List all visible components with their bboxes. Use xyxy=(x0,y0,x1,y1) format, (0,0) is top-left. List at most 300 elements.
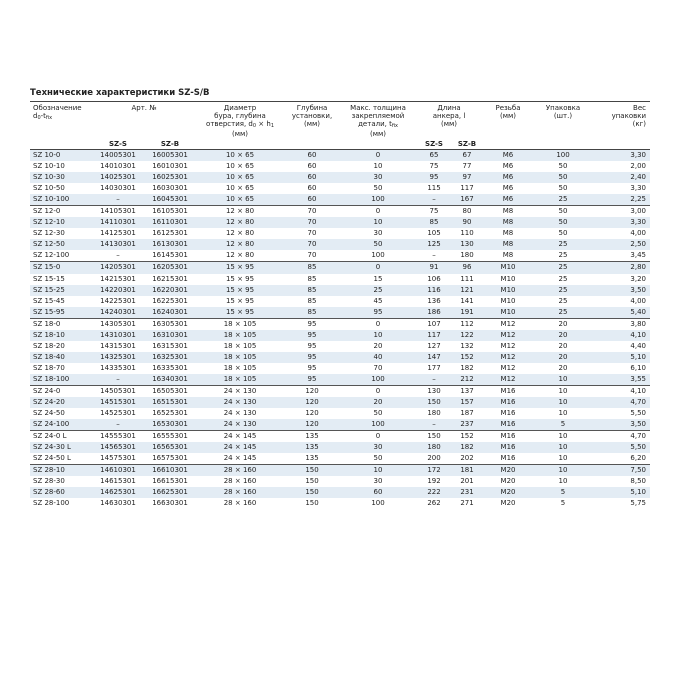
cell-length-sz-s: 105 xyxy=(427,229,441,238)
table-row xyxy=(30,487,650,498)
cell-art-sz-s: 14110301 xyxy=(92,217,144,228)
cell-length-sz-s: – xyxy=(432,251,436,260)
cell-designation: SZ 15-45 xyxy=(33,296,65,305)
cell-art-sz-b: 16505301 xyxy=(144,385,196,397)
cell-designation: SZ 18-10 xyxy=(30,330,92,341)
cell-pack: 25 xyxy=(534,307,592,319)
cell-drill: 12 × 80 xyxy=(196,206,284,218)
cell-pack: 50 xyxy=(558,184,568,193)
cell-art-sz-b: 16525301 xyxy=(152,409,188,418)
table-row xyxy=(30,183,650,194)
cell-thread: M10 xyxy=(482,307,534,319)
cell-clamp: 20 xyxy=(340,397,416,408)
cell-designation: SZ 28-60 xyxy=(30,487,92,498)
table-row xyxy=(30,442,650,453)
cell-drill: 10 × 65 xyxy=(196,194,284,206)
cell-weight: 4,00 xyxy=(630,229,647,238)
cell-length-sz-b: 77 xyxy=(462,162,472,171)
cell-art-sz-b: 16240301 xyxy=(144,307,196,319)
cell-weight: 6,20 xyxy=(630,454,647,463)
cell-art-sz-s: 14105301 xyxy=(92,206,144,218)
table-row xyxy=(30,217,650,228)
cell-pack: 10 xyxy=(534,374,592,386)
cell-length-sz-s: 186 xyxy=(416,307,452,319)
cell-designation: SZ 10-10 xyxy=(33,162,65,171)
cell-weight: 2,80 xyxy=(592,262,650,274)
cell-art-sz-s: – xyxy=(116,251,120,260)
cell-length-sz-b: 110 xyxy=(460,229,474,238)
cell-length-sz-s: 177 xyxy=(427,363,441,372)
cell-drill: 12 × 80 xyxy=(196,239,284,250)
cell-drill: 15 × 95 xyxy=(196,307,284,319)
header-designation: Обозначение $d_0-t_{fix}$ xyxy=(33,104,82,121)
table-row xyxy=(30,194,650,206)
cell-thread: M16 xyxy=(482,419,534,431)
cell-depth: 95 xyxy=(284,352,340,363)
cell-thread: M20 xyxy=(500,477,516,486)
cell-length-sz-s: 95 xyxy=(416,172,452,183)
cell-depth: 85 xyxy=(284,307,340,319)
cell-drill: 15 × 95 xyxy=(196,262,284,274)
table-row xyxy=(30,206,650,218)
cell-depth: 135 xyxy=(284,442,340,453)
cell-art-sz-s: 14205301 xyxy=(92,262,144,274)
cell-art-sz-b: 16030301 xyxy=(152,184,188,193)
cell-depth: 120 xyxy=(284,397,340,408)
cell-designation: SZ 18-70 xyxy=(33,363,65,372)
cell-depth: 60 xyxy=(284,194,340,206)
cell-art-sz-s: 14240301 xyxy=(92,307,144,319)
cell-designation: SZ 12-0 xyxy=(30,206,92,218)
cell-art-sz-s: 14615301 xyxy=(100,477,136,486)
cell-pack: 25 xyxy=(558,274,568,283)
cell-length-sz-b: 111 xyxy=(460,274,474,283)
cell-pack: 50 xyxy=(534,172,592,183)
cell-clamp: 0 xyxy=(340,150,416,162)
cell-thread: M20 xyxy=(500,499,516,508)
cell-weight: 7,50 xyxy=(592,465,650,477)
cell-length-sz-b: 180 xyxy=(460,251,474,260)
table-row xyxy=(30,341,650,352)
cell-weight: 4,10 xyxy=(592,385,650,397)
cell-weight: 5,50 xyxy=(592,442,650,453)
cell-weight: 4,70 xyxy=(592,397,650,408)
cell-art-sz-s: 14565301 xyxy=(92,442,144,453)
cell-length-sz-b: 212 xyxy=(452,374,482,386)
cell-art-sz-b: 16305301 xyxy=(144,318,196,330)
header-art: Арт. № xyxy=(131,104,157,112)
table-body xyxy=(30,150,650,510)
cell-pack: 20 xyxy=(534,330,592,341)
cell-art-sz-b: 16205301 xyxy=(144,262,196,274)
cell-length-sz-b: 141 xyxy=(460,296,474,305)
table-row xyxy=(30,262,650,274)
cell-drill: 10 × 65 xyxy=(196,150,284,162)
cell-designation: SZ 12-30 xyxy=(33,229,65,238)
cell-pack: 20 xyxy=(558,363,568,372)
cell-clamp: 0 xyxy=(340,385,416,397)
cell-clamp: 50 xyxy=(373,454,383,463)
cell-thread: M16 xyxy=(500,454,516,463)
cell-drill: 18 × 105 xyxy=(223,363,257,372)
cell-thread: M6 xyxy=(482,150,534,162)
subheader-sz-b: SZ-B xyxy=(144,138,196,150)
cell-length-sz-s: 116 xyxy=(416,285,452,296)
header-thread: Резьба (мм) xyxy=(495,104,521,120)
cell-designation: SZ 28-10 xyxy=(30,465,92,477)
cell-depth: 150 xyxy=(284,465,340,477)
cell-clamp: 95 xyxy=(340,307,416,319)
cell-length-sz-s: 75 xyxy=(416,206,452,218)
cell-art-sz-s: – xyxy=(92,419,144,431)
cell-thread: M8 xyxy=(502,251,514,260)
cell-depth: 60 xyxy=(284,150,340,162)
cell-designation: SZ 24-100 xyxy=(30,419,92,431)
cell-drill: 12 × 80 xyxy=(196,217,284,228)
cell-designation: SZ 18-40 xyxy=(30,352,92,363)
cell-clamp: 10 xyxy=(373,162,383,171)
cell-drill: 24 × 130 xyxy=(196,419,284,431)
cell-pack: 50 xyxy=(534,217,592,228)
cell-weight: 3,55 xyxy=(592,374,650,386)
cell-designation: SZ 10-0 xyxy=(30,150,92,162)
cell-thread: M12 xyxy=(482,352,534,363)
cell-art-sz-s: – xyxy=(92,194,144,206)
cell-pack: 10 xyxy=(534,442,592,453)
header-length: Длина анкера, l (мм) xyxy=(432,104,466,128)
cell-weight: 6,10 xyxy=(630,363,647,372)
cell-art-sz-s: 14625301 xyxy=(92,487,144,498)
cell-weight: 4,70 xyxy=(592,431,650,443)
cell-length-sz-s: 65 xyxy=(416,150,452,162)
cell-art-sz-b: 16045301 xyxy=(144,194,196,206)
cell-length-sz-b: 202 xyxy=(460,454,474,463)
cell-thread: M12 xyxy=(500,363,516,372)
cell-art-sz-s: 14525301 xyxy=(100,409,136,418)
cell-depth: 120 xyxy=(305,409,319,418)
cell-clamp: 0 xyxy=(340,206,416,218)
cell-length-sz-b: 80 xyxy=(452,206,482,218)
cell-art-sz-s: 14030301 xyxy=(100,184,136,193)
cell-art-sz-b: 16625301 xyxy=(144,487,196,498)
cell-length-sz-s: 75 xyxy=(429,162,439,171)
cell-depth: 70 xyxy=(307,251,317,260)
table-row xyxy=(30,228,650,239)
cell-designation: SZ 24-50 xyxy=(33,409,65,418)
cell-art-sz-s: 14610301 xyxy=(92,465,144,477)
cell-art-sz-b: 16555301 xyxy=(144,431,196,443)
cell-thread: M20 xyxy=(482,465,534,477)
cell-depth: 85 xyxy=(284,285,340,296)
cell-pack: 20 xyxy=(558,341,568,350)
cell-length-sz-s: 136 xyxy=(427,296,441,305)
cell-weight: 2,00 xyxy=(630,162,647,171)
cell-weight: 3,45 xyxy=(630,251,647,260)
cell-drill: 10 × 65 xyxy=(196,172,284,183)
cell-depth: 95 xyxy=(284,374,340,386)
cell-pack: 20 xyxy=(534,352,592,363)
cell-length-sz-s: 180 xyxy=(416,442,452,453)
cell-length-sz-b: 231 xyxy=(452,487,482,498)
spec-table-container xyxy=(30,88,650,510)
cell-length-sz-b: 182 xyxy=(460,363,474,372)
cell-drill: 15 × 95 xyxy=(225,296,255,305)
cell-art-sz-b: 16335301 xyxy=(152,363,188,372)
cell-thread: M16 xyxy=(482,431,534,443)
cell-thread: M12 xyxy=(482,318,534,330)
cell-clamp: 50 xyxy=(373,409,383,418)
cell-length-sz-b: 96 xyxy=(452,262,482,274)
table-row xyxy=(30,352,650,363)
cell-length-sz-b: 271 xyxy=(460,499,474,508)
cell-pack: 25 xyxy=(558,296,568,305)
cell-depth: 60 xyxy=(307,184,317,193)
cell-art-sz-s: 14555301 xyxy=(92,431,144,443)
table-row xyxy=(30,318,650,330)
cell-drill: 15 × 95 xyxy=(196,285,284,296)
cell-length-sz-b: 90 xyxy=(452,217,482,228)
cell-length-sz-s: 150 xyxy=(416,397,452,408)
cell-length-sz-s: 150 xyxy=(416,431,452,443)
cell-drill: 10 × 65 xyxy=(225,162,255,171)
cell-designation: SZ 15-95 xyxy=(30,307,92,319)
cell-length-sz-s: 200 xyxy=(427,454,441,463)
table-title: Технические характеристики SZ-S/B xyxy=(30,88,650,102)
header-drill: Диаметр бура, глубина отверстия, $d_0 \times h_1$ (мм) xyxy=(206,104,274,138)
cell-length-sz-s: 125 xyxy=(416,239,452,250)
cell-thread: M6 xyxy=(502,162,514,171)
cell-designation: SZ 12-10 xyxy=(30,217,92,228)
cell-length-sz-b: 130 xyxy=(452,239,482,250)
cell-thread: M6 xyxy=(482,172,534,183)
cell-length-sz-s: – xyxy=(416,194,452,206)
cell-art-sz-s: 14130301 xyxy=(92,239,144,250)
cell-art-sz-s: 14505301 xyxy=(92,385,144,397)
table-row xyxy=(30,431,650,443)
cell-clamp: 30 xyxy=(373,229,383,238)
cell-length-sz-s: 106 xyxy=(427,274,441,283)
cell-designation: SZ 24-50 L xyxy=(33,454,71,463)
cell-weight: 2,50 xyxy=(592,239,650,250)
cell-art-sz-b: 16315301 xyxy=(152,341,188,350)
cell-art-sz-b: 16340301 xyxy=(144,374,196,386)
cell-depth: 85 xyxy=(307,274,317,283)
cell-weight: 4,40 xyxy=(630,341,647,350)
cell-weight: 3,50 xyxy=(592,285,650,296)
cell-length-sz-s: 115 xyxy=(427,184,441,193)
cell-thread: M12 xyxy=(482,330,534,341)
cell-length-sz-b: 132 xyxy=(460,341,474,350)
cell-art-sz-b: 16565301 xyxy=(144,442,196,453)
cell-art-sz-b: 16530301 xyxy=(144,419,196,431)
cell-art-sz-b: 16130301 xyxy=(144,239,196,250)
cell-art-sz-b: 16630301 xyxy=(152,499,188,508)
table-row xyxy=(30,476,650,487)
table-row xyxy=(30,296,650,307)
cell-length-sz-s: 91 xyxy=(416,262,452,274)
cell-depth: 95 xyxy=(284,318,340,330)
cell-designation: SZ 24-0 xyxy=(30,385,92,397)
header-clamp: Макс. толщина закрепляемой детали, $t_{fix}$ (мм) xyxy=(350,104,406,138)
table-row xyxy=(30,397,650,408)
cell-weight: 5,10 xyxy=(592,352,650,363)
subheader-length-sz-s: SZ-S xyxy=(416,138,452,150)
cell-depth: 135 xyxy=(305,454,319,463)
cell-pack: 5 xyxy=(560,499,566,508)
cell-designation: SZ 12-100 xyxy=(33,251,70,260)
cell-designation: SZ 24-20 xyxy=(30,397,92,408)
cell-clamp: 0 xyxy=(340,431,416,443)
cell-length-sz-b: 97 xyxy=(452,172,482,183)
cell-clamp: 60 xyxy=(340,487,416,498)
table-row xyxy=(30,374,650,386)
table-row xyxy=(30,465,650,477)
cell-designation: SZ 12-50 xyxy=(30,239,92,250)
cell-clamp: 25 xyxy=(340,285,416,296)
cell-thread: M6 xyxy=(482,194,534,206)
cell-designation: SZ 15-15 xyxy=(33,274,65,283)
cell-designation: SZ 10-30 xyxy=(30,172,92,183)
spec-table xyxy=(30,102,650,510)
cell-clamp: 50 xyxy=(373,184,383,193)
cell-drill: 24 × 130 xyxy=(223,409,257,418)
cell-weight: 3,50 xyxy=(592,419,650,431)
cell-length-sz-s: – xyxy=(416,374,452,386)
cell-depth: 150 xyxy=(305,499,319,508)
cell-drill: 24 × 130 xyxy=(196,397,284,408)
cell-drill: 28 × 160 xyxy=(196,487,284,498)
cell-length-sz-b: 137 xyxy=(452,385,482,397)
cell-art-sz-s: 14630301 xyxy=(100,499,136,508)
cell-pack: 5 xyxy=(534,487,592,498)
cell-thread: M10 xyxy=(500,274,516,283)
cell-weight: 3,30 xyxy=(592,150,650,162)
cell-art-sz-s: 14305301 xyxy=(92,318,144,330)
cell-art-sz-b: 16225301 xyxy=(152,296,188,305)
cell-clamp: 0 xyxy=(340,318,416,330)
cell-depth: 85 xyxy=(284,262,340,274)
cell-depth: 60 xyxy=(284,172,340,183)
cell-drill: 24 × 145 xyxy=(223,454,257,463)
cell-thread: M6 xyxy=(502,184,514,193)
cell-thread: M8 xyxy=(482,206,534,218)
cell-art-sz-b: 16310301 xyxy=(144,330,196,341)
cell-clamp: 10 xyxy=(340,217,416,228)
cell-length-sz-b: 157 xyxy=(452,397,482,408)
subheader-row xyxy=(30,138,650,150)
table-row xyxy=(30,363,650,374)
cell-thread: M12 xyxy=(482,374,534,386)
table-row xyxy=(30,419,650,431)
cell-length-sz-s: – xyxy=(416,419,452,431)
table-row xyxy=(30,385,650,397)
cell-drill: 28 × 160 xyxy=(223,477,257,486)
cell-pack: 10 xyxy=(558,477,568,486)
cell-length-sz-b: 152 xyxy=(452,352,482,363)
cell-art-sz-s: 14025301 xyxy=(92,172,144,183)
cell-length-sz-s: 147 xyxy=(416,352,452,363)
cell-art-sz-b: 16220301 xyxy=(144,285,196,296)
cell-designation: SZ 10-100 xyxy=(30,194,92,206)
cell-depth: 60 xyxy=(307,162,317,171)
cell-length-sz-b: 152 xyxy=(452,431,482,443)
cell-depth: 120 xyxy=(284,385,340,397)
cell-designation: SZ 10-50 xyxy=(33,184,65,193)
cell-clamp: 45 xyxy=(373,296,383,305)
cell-drill: 10 × 65 xyxy=(225,184,255,193)
cell-clamp: 70 xyxy=(373,363,383,372)
cell-clamp: 100 xyxy=(340,374,416,386)
cell-length-sz-b: 117 xyxy=(460,184,474,193)
header-weight: Вес упаковки (кг) xyxy=(611,104,647,128)
cell-art-sz-b: 16575301 xyxy=(152,454,188,463)
table-row xyxy=(30,172,650,183)
cell-art-sz-b: 16110301 xyxy=(144,217,196,228)
cell-pack: 25 xyxy=(534,239,592,250)
subheader-length-sz-b: SZ-B xyxy=(452,138,482,150)
cell-length-sz-b: 112 xyxy=(452,318,482,330)
table-row xyxy=(30,408,650,419)
cell-weight: 5,75 xyxy=(630,499,647,508)
cell-pack: 25 xyxy=(534,285,592,296)
cell-length-sz-s: 262 xyxy=(427,499,441,508)
cell-length-sz-s: 117 xyxy=(416,330,452,341)
cell-depth: 135 xyxy=(284,431,340,443)
cell-art-sz-b: 16125301 xyxy=(152,229,188,238)
cell-pack: 10 xyxy=(534,397,592,408)
cell-clamp: 100 xyxy=(340,194,416,206)
cell-pack: 25 xyxy=(534,194,592,206)
cell-art-sz-b: 16610301 xyxy=(144,465,196,477)
cell-art-sz-s: 14315301 xyxy=(100,341,136,350)
cell-art-sz-s: 14310301 xyxy=(92,330,144,341)
cell-length-sz-s: 130 xyxy=(416,385,452,397)
cell-pack: 25 xyxy=(534,262,592,274)
cell-clamp: 30 xyxy=(340,442,416,453)
cell-length-sz-b: 187 xyxy=(460,409,474,418)
cell-art-sz-s: 14575301 xyxy=(100,454,136,463)
cell-art-sz-s: – xyxy=(92,374,144,386)
cell-thread: M16 xyxy=(482,385,534,397)
cell-length-sz-s: 172 xyxy=(416,465,452,477)
cell-art-sz-b: 16325301 xyxy=(144,352,196,363)
cell-weight: 5,10 xyxy=(592,487,650,498)
cell-depth: 70 xyxy=(284,206,340,218)
table-row xyxy=(30,150,650,162)
cell-art-sz-b: 16105301 xyxy=(144,206,196,218)
table-row xyxy=(30,274,650,285)
cell-designation: SZ 24-0 L xyxy=(30,431,92,443)
cell-length-sz-b: 67 xyxy=(452,150,482,162)
cell-drill: 18 × 105 xyxy=(196,374,284,386)
cell-art-sz-s: 14215301 xyxy=(100,274,136,283)
cell-drill: 28 × 160 xyxy=(196,465,284,477)
cell-pack: 20 xyxy=(534,318,592,330)
cell-drill: 18 × 105 xyxy=(223,341,257,350)
cell-length-sz-s: 180 xyxy=(427,409,441,418)
cell-art-sz-s: 14125301 xyxy=(100,229,136,238)
cell-depth: 95 xyxy=(307,363,317,372)
cell-thread: M8 xyxy=(482,217,534,228)
cell-pack: 50 xyxy=(558,229,568,238)
cell-weight: 3,80 xyxy=(592,318,650,330)
cell-clamp: 30 xyxy=(373,477,383,486)
cell-pack: 10 xyxy=(534,385,592,397)
cell-pack: 10 xyxy=(558,454,568,463)
cell-pack: 50 xyxy=(558,162,568,171)
cell-clamp: 40 xyxy=(340,352,416,363)
cell-art-sz-s: 14005301 xyxy=(92,150,144,162)
